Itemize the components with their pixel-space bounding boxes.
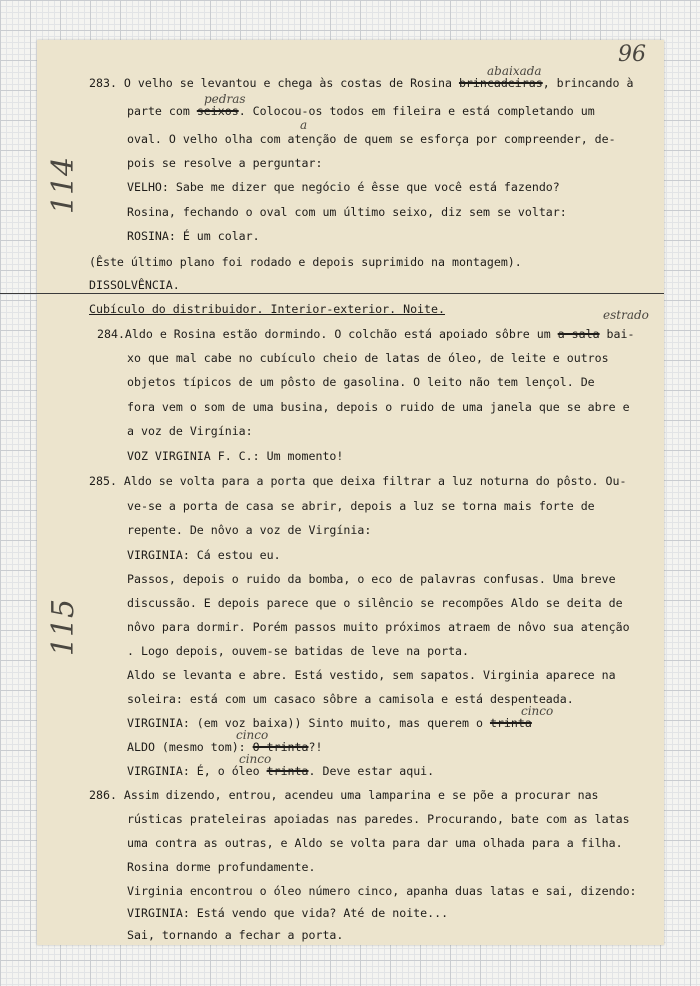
text-line: parte com seixos. Colocou-os todos em fileira e está completando um bbox=[127, 104, 595, 118]
text-line: ve-se a porta de casa se abrir, depois a luz se torna mais forte de bbox=[127, 499, 595, 513]
text-line: DISSOLVÊNCIA. bbox=[89, 278, 180, 292]
text-line: VOZ VIRGINIA F. C.: Um momento! bbox=[127, 449, 344, 463]
text-line: a voz de Virgínia: bbox=[127, 424, 253, 438]
text-line: VIRGINIA: É, o óleo trinta. Deve estar aqui. bbox=[127, 764, 435, 778]
handwritten-annotation: cinco bbox=[239, 752, 272, 766]
document-sheet bbox=[37, 40, 664, 945]
text-line: nôvo para dormir. Porém passos muito próximos atraem de nôvo sua atenção bbox=[127, 620, 630, 634]
handwritten-annotation: cinco bbox=[236, 728, 269, 742]
text-line: VIRGINIA: Cá estou eu. bbox=[127, 548, 281, 562]
text-line: VIRGINIA: (em voz baixa)) Sinto muito, mas querem o trinta bbox=[127, 716, 532, 730]
margin-number: 114 bbox=[46, 156, 82, 215]
text-line: . Logo depois, ouvem-se batidas de leve na porta. bbox=[127, 644, 470, 658]
text-line: Rosina dorme profundamente. bbox=[127, 860, 316, 874]
text-line: pois se resolve a perguntar: bbox=[127, 156, 323, 170]
text-line: xo que mal cabe no cubículo cheio de latas de óleo, de leite e outros bbox=[127, 351, 609, 365]
text-line: ALDO (mesmo tom): O trinta?! bbox=[127, 740, 323, 754]
text-line: repente. De nôvo a voz de Virgínia: bbox=[127, 523, 372, 537]
text-line: 284.Aldo e Rosina estão dormindo. O colchão está apoiado sôbre um a sala bai- bbox=[97, 327, 635, 341]
handwritten-annotation: pedras bbox=[204, 92, 246, 106]
text-line: ROSINA: É um colar. bbox=[127, 229, 260, 243]
text-line: discussão. E depois parece que o silêncio se recompões Aldo se deita de bbox=[127, 596, 623, 610]
text-line: fora vem o som de uma busina, depois o ruido de uma janela que se abre e bbox=[127, 400, 630, 414]
text-line: Sai, tornando a fechar a porta. bbox=[127, 928, 344, 942]
text-line: 285. Aldo se volta para a porta que deixa filtrar a luz noturna do pôsto. Ou- bbox=[89, 474, 627, 488]
text-line: VIRGINIA: Está vendo que vida? Até de noite... bbox=[127, 906, 449, 920]
handwritten-annotation: a bbox=[300, 118, 308, 132]
text-line: objetos típicos de um pôsto de gasolina. O leito não tem lençol. De bbox=[127, 375, 595, 389]
text-line: Rosina, fechando o oval com um último seixo, diz sem se voltar: bbox=[127, 205, 567, 219]
text-line: Passos, depois o ruido da bomba, o eco de palavras confusas. Uma breve bbox=[127, 572, 616, 586]
divider-line bbox=[0, 293, 664, 294]
scene-heading: Cubículo do distribuidor. Interior-exterior. Noite. bbox=[89, 302, 445, 316]
text-line: 286. Assim dizendo, entrou, acendeu uma lamparina e se põe a procurar nas bbox=[89, 788, 599, 802]
handwritten-annotation: abaixada bbox=[487, 64, 542, 78]
margin-number: 115 bbox=[46, 598, 82, 657]
text-line: uma contra as outras, e Aldo se volta para dar uma olhada para a filha. bbox=[127, 836, 623, 850]
handwritten-annotation: cinco bbox=[521, 704, 554, 718]
text-line: Aldo se levanta e abre. Está vestido, sem sapatos. Virginia aparece na bbox=[127, 668, 616, 682]
handwritten-annotation: estrado bbox=[603, 308, 649, 322]
text-line: oval. O velho olha com atenção de quem se esforça por compreender, de- bbox=[127, 132, 616, 146]
text-line: rústicas prateleiras apoiadas nas paredes. Procurando, bate com as latas bbox=[127, 812, 630, 826]
text-line: Virginia encontrou o óleo número cinco, apanha duas latas e sai, dizendo: bbox=[127, 884, 637, 898]
text-line: (Êste último plano foi rodado e depois suprimido na montagem). bbox=[89, 255, 522, 269]
text-line: 283. O velho se levantou e chega às costas de Rosina brincadeiras, brincando à bbox=[89, 76, 634, 90]
text-line: VELHO: Sabe me dizer que negócio é êsse que você está fazendo? bbox=[127, 180, 560, 194]
page-number: 96 bbox=[618, 42, 646, 67]
text-line: soleira: está com um casaco sôbre a camisola e está despenteada. bbox=[127, 692, 574, 706]
